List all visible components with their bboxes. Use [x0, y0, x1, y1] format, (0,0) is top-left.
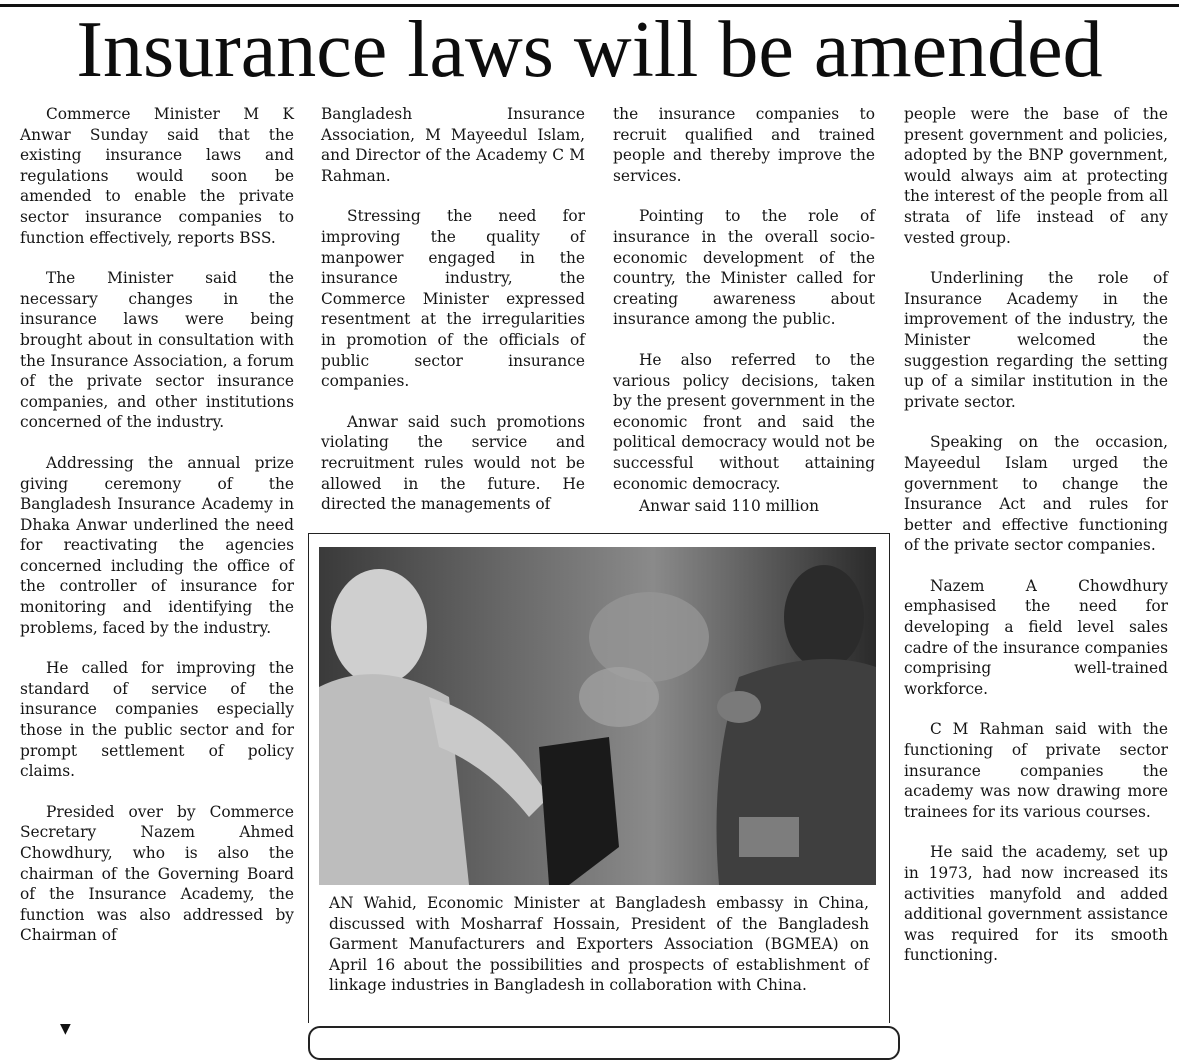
paragraph: Bangladesh Insurance Association, M Mayeedul Islam, and Director of the Academy C M Rahman.	[321, 105, 585, 185]
photo-caption: AN Wahid, Economic Minister at Bangladesh embassy in China, discussed with Mosharraf Hossain, President of the Bangladesh Garment Manufacturers and Exporters Association (BGMEA) on April 16 about the possibilities and prospects of establishment of linkage industries in Bangladesh in collaboration with China.	[329, 894, 869, 994]
paragraph: Nazem A Chowdhury emphasised the need for developing a field level sales cadre of the insurance companies comprising well-trained workforce.	[904, 576, 1169, 698]
article-column-3	[613, 104, 875, 537]
paragraph: Stressing the need for improving the quality of manpower engaged in the insurance industry, the Commerce Minister expressed resentment at the irregularities in promotion of the officials of public sector insurance companies.	[321, 207, 585, 391]
photo-box-top-rule	[308, 533, 890, 534]
next-article-box	[308, 1026, 900, 1060]
news-photo	[319, 547, 876, 885]
bottom-marker-icon: ▼	[60, 1021, 71, 1037]
paragraph: Commerce Minister M K Anwar Sunday said that the existing insurance laws and regulations would soon be amended to enable the private sector insurance companies to function effectively, reports BSS.	[20, 105, 294, 247]
paragraph: C M Rahman said with the functioning of private sector insurance companies the academy was now drawing more trainees for its various courses.	[904, 720, 1168, 821]
headline: Insurance laws will be amended	[76, 6, 1103, 94]
article-column-1	[20, 104, 294, 966]
photo-illustration	[319, 547, 876, 885]
paragraph: the insurance companies to recruit qualified and trained people and thereby improve the services.	[613, 105, 875, 185]
photo-box-left-rule	[308, 533, 309, 1023]
paragraph: Addressing the annual prize giving ceremony of the Bangladesh Insurance Academy in Dhaka Anwar underlined the need for reactivating the agencies concerned including the office of the controller of insurance for monitoring and identifying the problems, faced by the industry.	[20, 453, 294, 637]
paragraph: Anwar said such promotions violating the service and recruitment rules would not be allowed in the future. He directed the managements of	[321, 412, 585, 514]
paragraph: people were the base of the present government and policies, adopted by the BNP government, would always aim at protecting the interest of the people from all strata of life instead of any vested group.	[904, 105, 1168, 247]
article-column-4	[904, 104, 1168, 986]
paragraph: He said the academy, set up in 1973, had now increased its activities manyfold and added additional government assistance was required for its smooth functioning.	[904, 843, 1168, 965]
photo-box-right-rule	[889, 533, 890, 1023]
paragraph: Presided over by Commerce Secretary Nazem Ahmed Chowdhury, who is also the chairman of the Governing Board of the Insurance Academy, the function was also addressed by Chairman of	[20, 802, 294, 945]
paragraph: Pointing to the role of insurance in the overall socio-economic development of the country, the Minister called for creating awareness about insurance among the public.	[613, 207, 875, 329]
paragraph: He also referred to the various policy decisions, taken by the present government in the economic front and said the political democracy would not be successful without attaining economic democracy.	[613, 350, 875, 493]
paragraph: Speaking on the occasion, Mayeedul Islam urged the government to change the Insurance Act and rules for better and effective functioning of the private sector companies.	[904, 433, 1168, 555]
paragraph: He called for improving the standard of service of the insurance companies especially those in the public sector and for prompt settlement of policy claims.	[20, 659, 294, 781]
paragraph: Underlining the role of Insurance Academy in the improvement of the industry, the Minister welcomed the suggestion regarding the setting up of a similar institution in the private sector.	[904, 269, 1168, 411]
article-column-2	[321, 104, 585, 535]
paragraph: Anwar said 110 million	[639, 497, 820, 516]
paragraph: The Minister said the necessary changes in the insurance laws were being brought about in consultation with the Insurance Association, a forum of the private sector insurance companies, and other institutions concerned of the industry.	[20, 269, 294, 432]
